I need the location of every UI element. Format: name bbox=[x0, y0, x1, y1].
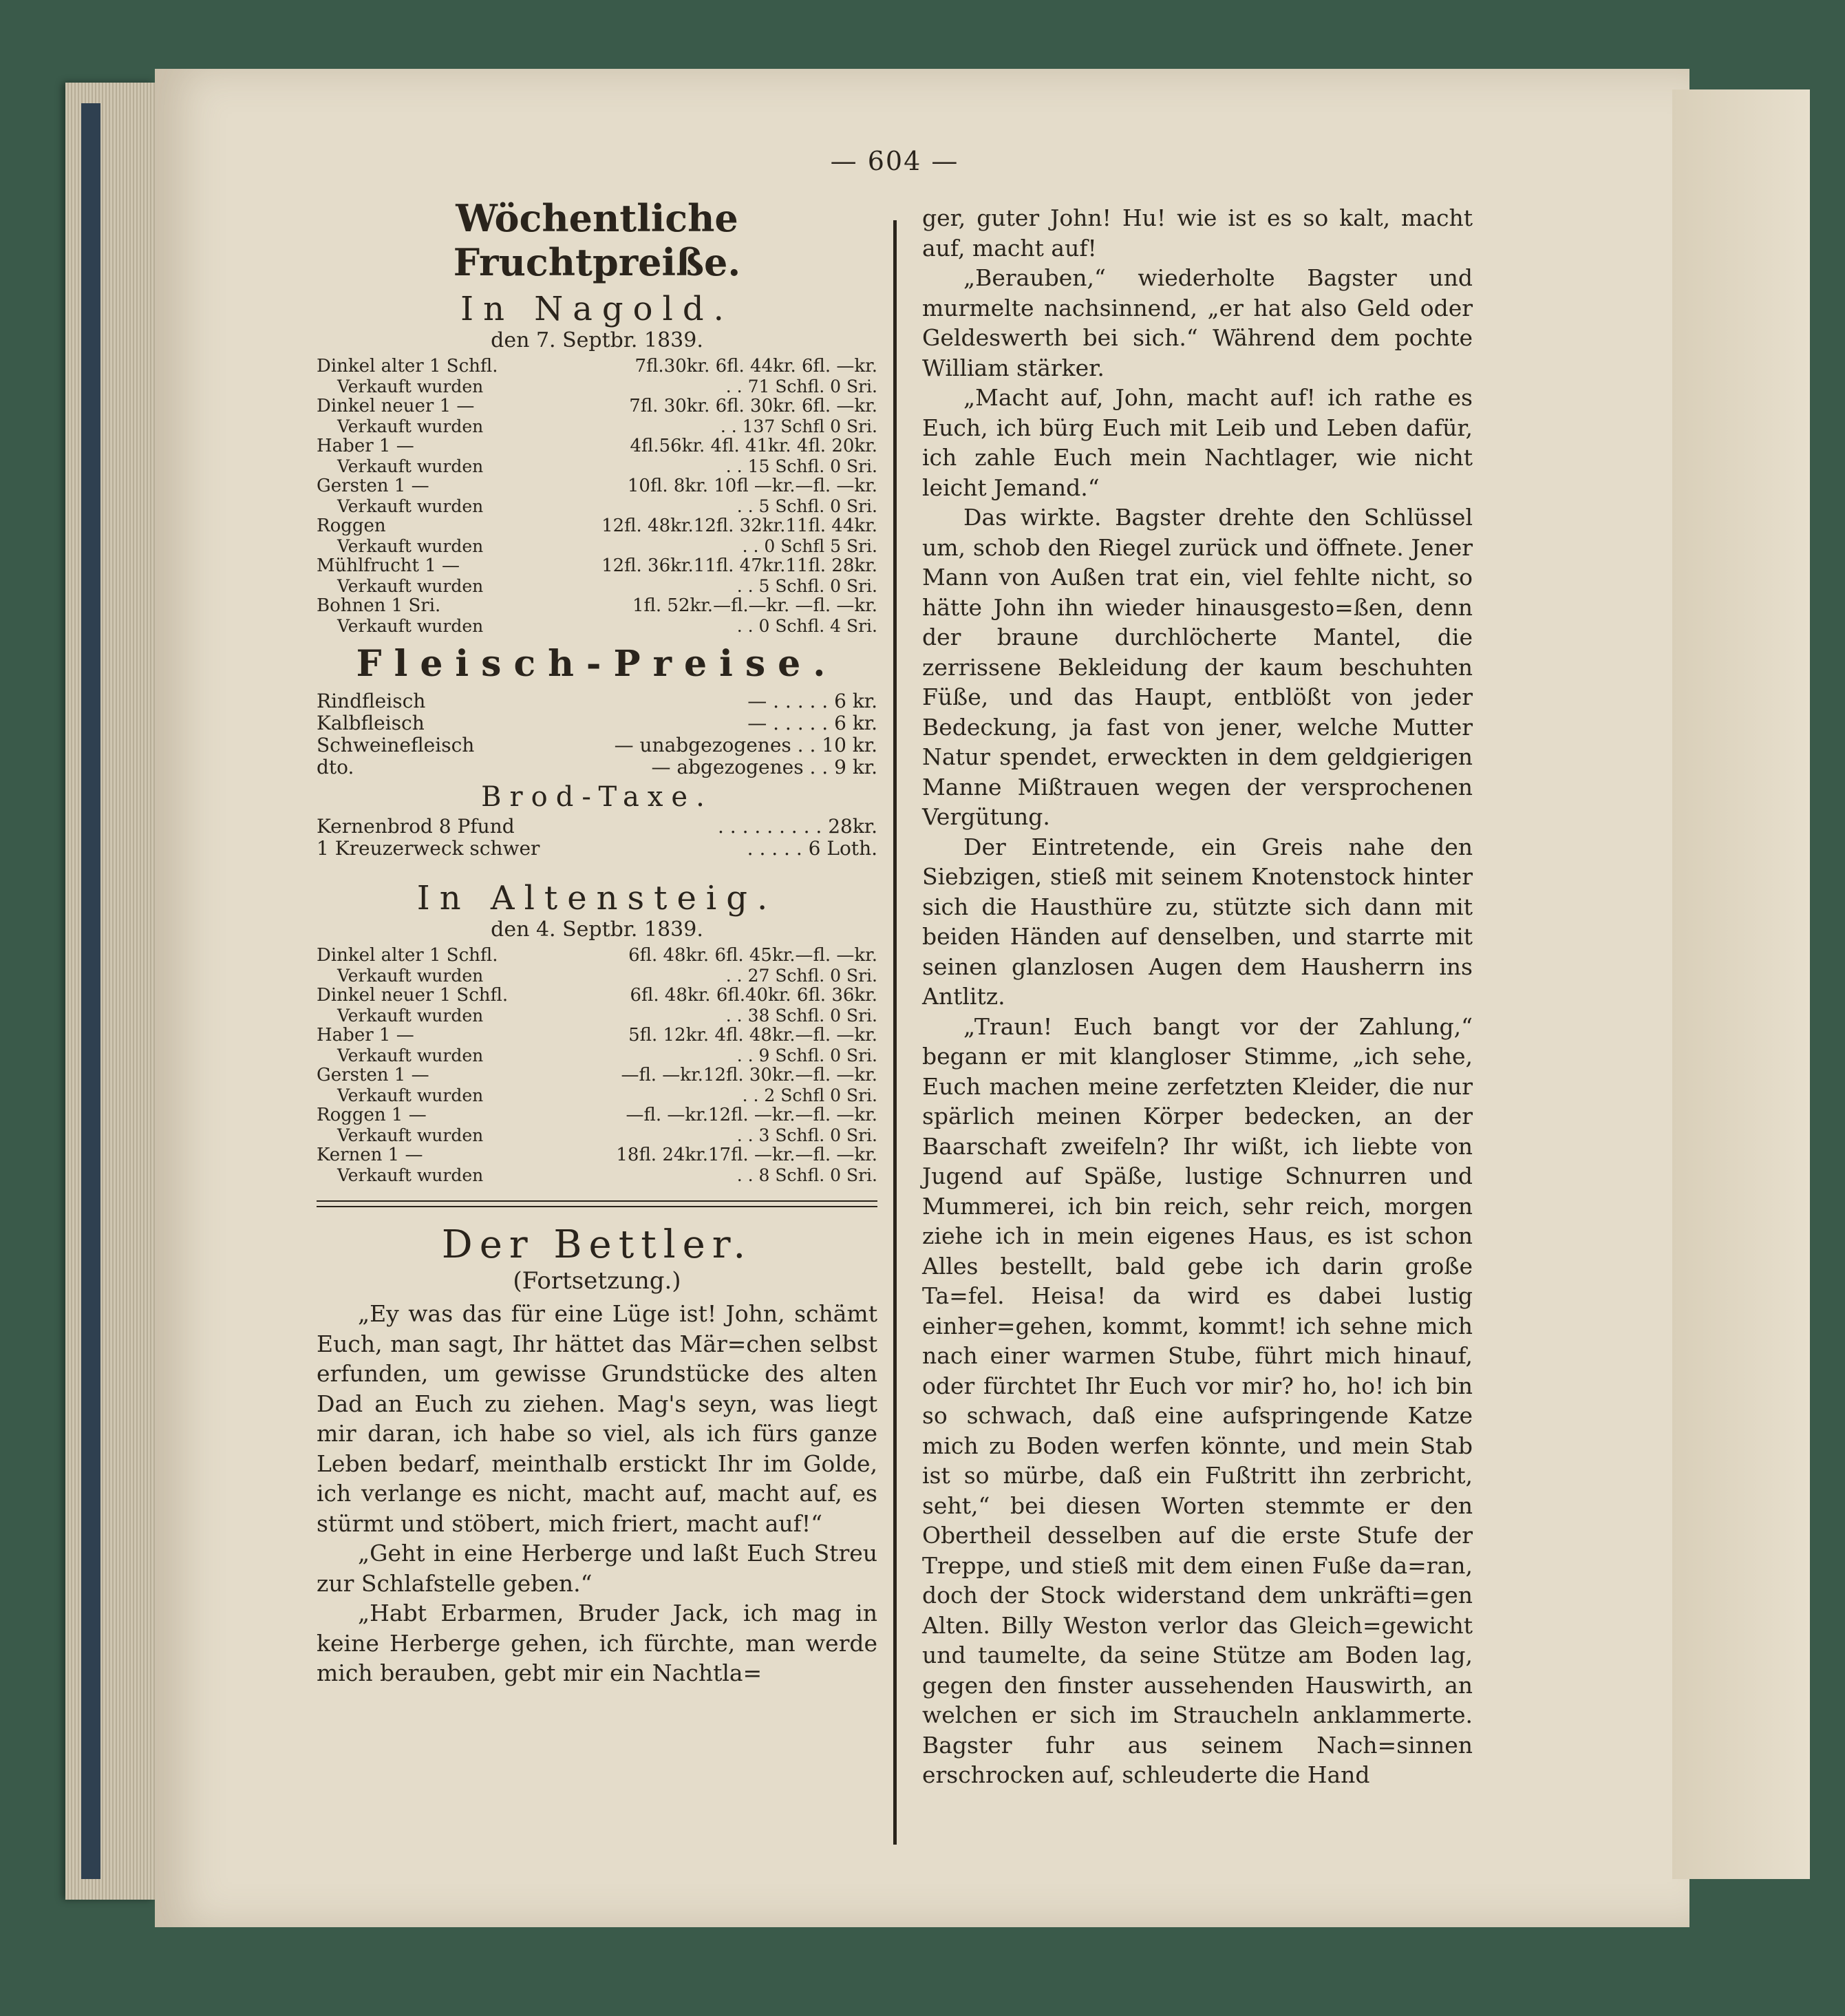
price-row bbox=[317, 946, 877, 966]
altensteig-date: den 4. Septbr. 1839. bbox=[491, 917, 703, 942]
price-row-label: Verkauft wurden bbox=[337, 1046, 484, 1065]
price-row-values: 5fl. 12kr. 4fl. 48kr.—fl. —kr. bbox=[628, 1025, 877, 1046]
story-paragraph: „Traun! Euch bangt vor der Zahlung,“ begann er mit klangloser Stimme, „ich sehe, Euch machen meine zerfetzten Kleider, die nur spärlich meinen Körper bedecken, an der Baarschaft zweifeln? Ihr wißt, ich liebte von Jugend auf Späße, lustige Schnurren und Mummerei, ich bin reich, sehr reich, morgen ziehe ich in mein eigenes Haus, es ist schon Alles bestellt, bald gebe ich darin große Ta=fel. Heisa! da wird es dabei lustig einher=gehen, kommt, kommt! ich sehne mich nach einer warmen Stube, führt mich hinauf, oder fürchtet Ihr Euch vor mir? ho, ho! ich bin so schwach, daß eine aufspringende Katze mich zu Boden werfen könnte, und mein Stab ist so mürbe, daß ein Fußtritt ihn zerbricht, seht,“ bei diesen Worten stemmte er den Obertheil desselben auf die erste Stufe der Treppe, und stieß mit dem einen Fuße da=ran, doch der Stock widerstand dem unkräfti=gen Alten. Billy Weston verlor das Gleich=gewicht und taumelte, da seine Stütze am Boden lag, gegen den finster aussehenden Hauswirth, an welchen er sich im Straucheln anklammerte. Bagster fuhr aus seinem Nach=sinnen erschrocken auf, schleuderte die Hand bbox=[922, 1012, 1473, 1788]
price-row-values: . . 0 Schfl 5 Sri. bbox=[742, 536, 877, 556]
story-paragraph: „Macht auf, John, macht auf! ich rathe es Euch, ich bürg Euch mit Leib und Leben dafür, ich zahle Euch mein Nachtlager, wie nicht leicht Jemand.“ bbox=[922, 384, 1473, 501]
story-paragraph: „Geht in eine Herberge und laßt Euch Streu zur Schlafstelle geben.“ bbox=[317, 1540, 877, 1597]
book-page-edges bbox=[65, 83, 155, 1900]
nagold-price-table bbox=[317, 357, 877, 636]
price-row bbox=[317, 1006, 877, 1026]
price-row-values: . . 9 Schfl. 0 Sri. bbox=[736, 1046, 877, 1065]
price-row bbox=[317, 1046, 877, 1065]
price-row-label: Verkauft wurden bbox=[337, 376, 484, 396]
altensteig-heading: In Altensteig. bbox=[416, 879, 778, 917]
market-title: Wöchentliche Fruchtpreiße. bbox=[453, 196, 741, 284]
price-row bbox=[317, 1165, 877, 1185]
price-row-values: — . . . . . 6 kr. bbox=[747, 690, 877, 712]
price-row-values: . . 2 Schfl 0 Sri. bbox=[742, 1085, 877, 1105]
price-row-label: Verkauft wurden bbox=[337, 1165, 484, 1185]
price-row bbox=[317, 436, 877, 456]
price-row bbox=[317, 596, 877, 616]
price-row-label: Mühlfrucht 1 — bbox=[317, 555, 460, 576]
price-row-values: . . 71 Schfl. 0 Sri. bbox=[725, 376, 877, 396]
story-paragraph: „Habt Erbarmen, Bruder Jack, ich mag in keine Herberge gehen, ich fürchte, man werde mich berauben, gebt mir ein Nachtla= bbox=[317, 1600, 877, 1686]
price-row bbox=[317, 1125, 877, 1145]
price-row-label: Kernen 1 — bbox=[317, 1145, 423, 1165]
meat-price-table bbox=[317, 690, 877, 778]
price-row bbox=[317, 396, 877, 416]
price-row-values: 6fl. 48kr. 6fl.40kr. 6fl. 36kr. bbox=[630, 985, 877, 1006]
price-row-values: . . 3 Schfl. 0 Sri. bbox=[736, 1125, 877, 1145]
price-row bbox=[317, 536, 877, 556]
page-number: — 604 — bbox=[830, 146, 959, 176]
price-row bbox=[317, 576, 877, 596]
price-row bbox=[317, 456, 877, 476]
price-row-values: —fl. —kr.12fl. —kr.—fl. —kr. bbox=[626, 1105, 877, 1125]
price-row-values: 18fl. 24kr.17fl. —kr.—fl. —kr. bbox=[616, 1145, 877, 1165]
price-row-label: Haber 1 — bbox=[317, 436, 414, 456]
story-paragraph: „Berauben,“ wiederholte Bagster und murmelte nachsinnend, „er hat also Geld oder Geldeswerth bei sich.“ Während dem pochte William stärker. bbox=[922, 264, 1473, 381]
price-row-values: 7fl. 30kr. 6fl. 30kr. 6fl. —kr. bbox=[629, 396, 877, 416]
price-row-label: Dinkel alter 1 Schfl. bbox=[317, 356, 498, 376]
price-row bbox=[317, 966, 877, 986]
price-row-values: 7fl.30kr. 6fl. 44kr. 6fl. —kr. bbox=[634, 356, 877, 376]
price-row-values: . . 27 Schfl. 0 Sri. bbox=[725, 966, 877, 986]
price-row bbox=[317, 476, 877, 496]
price-row-values: 6fl. 48kr. 6fl. 45kr.—fl. —kr. bbox=[628, 945, 877, 966]
price-row bbox=[317, 1085, 877, 1105]
price-row-values: — unabgezogenes . . 10 kr. bbox=[614, 734, 877, 756]
price-row-label: Verkauft wurden bbox=[337, 496, 484, 516]
story-paragraph: Der Eintretende, ein Greis nahe den Siebzigen, stieß mit seinem Knotenstock hinter sich die Hausthüre zu, stützte sich dann mit beiden Händen auf denselben, und starrte mit seinen glanzlosen Augen dem Hausherrn ins Antlitz. bbox=[922, 833, 1473, 1010]
price-row bbox=[317, 357, 877, 376]
price-row-values: . . 5 Schfl. 0 Sri. bbox=[736, 496, 877, 516]
price-row-values: . . 0 Schfl. 4 Sri. bbox=[736, 616, 877, 636]
price-row bbox=[317, 1145, 877, 1165]
price-row-label: Verkauft wurden bbox=[337, 1006, 484, 1026]
price-row bbox=[317, 1105, 877, 1125]
price-row-label: Verkauft wurden bbox=[337, 1085, 484, 1105]
price-row-values: 1fl. 52kr.—fl.—kr. —fl. —kr. bbox=[632, 595, 877, 616]
price-row bbox=[317, 1026, 877, 1046]
price-row-label: Verkauft wurden bbox=[337, 1125, 484, 1145]
price-row-label: Dinkel neuer 1 Schfl. bbox=[317, 985, 509, 1006]
price-row-values: 10fl. 8kr. 10fl —kr.—fl. —kr. bbox=[627, 476, 877, 496]
price-row-label: Gersten 1 — bbox=[317, 1065, 429, 1085]
book-spine bbox=[81, 103, 100, 1879]
altensteig-price-table bbox=[317, 946, 877, 1185]
price-row bbox=[317, 496, 877, 516]
story-subtitle: (Fortsetzung.) bbox=[513, 1267, 681, 1295]
nagold-heading: In Nagold. bbox=[460, 290, 734, 328]
price-row-values: . . 137 Schfl 0 Sri. bbox=[720, 416, 877, 436]
price-row-label: Verkauft wurden bbox=[337, 536, 484, 556]
price-row bbox=[317, 690, 877, 712]
price-row bbox=[317, 816, 877, 838]
price-row-label: dto. bbox=[317, 756, 354, 778]
story-title: Der Bettler. bbox=[441, 1222, 753, 1267]
price-row bbox=[317, 516, 877, 536]
price-row-values: . . . . . . . . . 28kr. bbox=[717, 815, 877, 838]
price-row-values: —fl. —kr.12fl. 30kr.—fl. —kr. bbox=[621, 1065, 877, 1085]
price-row bbox=[317, 416, 877, 436]
price-row-label: Verkauft wurden bbox=[337, 576, 484, 596]
price-row-values: — abgezogenes . . 9 kr. bbox=[651, 756, 877, 778]
price-row-label: Roggen bbox=[317, 516, 386, 536]
story-paragraph: ger, guter John! Hu! wie ist es so kalt, macht auf, macht auf! bbox=[922, 204, 1473, 262]
price-row-label: 1 Kreuzerweck schwer bbox=[317, 837, 540, 860]
price-row bbox=[317, 616, 877, 636]
price-row-values: . . 8 Schfl. 0 Sri. bbox=[736, 1165, 877, 1185]
price-row-label: Kernenbrod 8 Pfund bbox=[317, 815, 515, 838]
price-row-values: . . 38 Schfl. 0 Sri. bbox=[725, 1006, 877, 1026]
price-row-values: . . 15 Schfl. 0 Sri. bbox=[725, 456, 877, 476]
price-row bbox=[317, 986, 877, 1006]
price-row-values: . . . . . 6 Loth. bbox=[747, 837, 877, 860]
price-row-label: Schweinefleisch bbox=[317, 734, 475, 756]
price-row bbox=[317, 734, 877, 756]
bread-price-table bbox=[317, 816, 877, 860]
nagold-date: den 7. Septbr. 1839. bbox=[491, 328, 703, 352]
price-row-values: 12fl. 48kr.12fl. 32kr.11fl. 44kr. bbox=[601, 516, 877, 536]
price-row-label: Haber 1 — bbox=[317, 1025, 414, 1046]
price-row-label: Bohnen 1 Sri. bbox=[317, 595, 441, 616]
facing-page-edge bbox=[1672, 89, 1810, 1879]
price-row-values: — . . . . . 6 kr. bbox=[747, 712, 877, 734]
price-row-label: Verkauft wurden bbox=[337, 966, 484, 986]
right-column bbox=[922, 203, 1473, 1790]
column-divider bbox=[893, 220, 897, 1845]
price-row-values: . . 5 Schfl. 0 Sri. bbox=[736, 576, 877, 596]
price-row bbox=[317, 838, 877, 860]
price-row bbox=[317, 556, 877, 576]
price-row bbox=[317, 376, 877, 396]
price-row bbox=[317, 1065, 877, 1085]
price-row-label: Verkauft wurden bbox=[337, 456, 484, 476]
price-row-label: Dinkel alter 1 Schfl. bbox=[317, 945, 498, 966]
story-right-text bbox=[922, 203, 1473, 1790]
price-row-label: Verkauft wurden bbox=[337, 616, 484, 636]
section-divider bbox=[317, 1200, 877, 1207]
story-paragraph: „Ey was das für eine Lüge ist! John, schämt Euch, man sagt, Ihr hättet das Mär=chen selbst erfunden, um gewisse Grundstücke des alten Dad an Euch zu ziehen. Mag's seyn, was liegt mir daran, ich habe so viel, als ich fürs ganze Leben bedarf, meinthalb erstickt Ihr im Golde, ich verlange es nicht, macht auf, macht auf, es stürmt und stöbert, mich friert, macht auf!“ bbox=[317, 1300, 877, 1537]
left-column bbox=[317, 196, 877, 1688]
price-row-label: Kalbfleisch bbox=[317, 712, 425, 734]
price-row-label: Gersten 1 — bbox=[317, 476, 429, 496]
price-row-label: Rindfleisch bbox=[317, 690, 426, 712]
price-row-values: 4fl.56kr. 4fl. 41kr. 4fl. 20kr. bbox=[630, 436, 877, 456]
story-paragraph: Das wirkte. Bagster drehte den Schlüssel um, schob den Riegel zurück und öffnete. Jener Mann von Außen trat ein, viel fehlte nicht, so hätte John ihn wieder hinausgesto=ßen, denn der braune durchlöcherte Mantel, die zerrissene Bekleidung der kaum beschuhten Füße, und das Haupt, entblößt von jeder Bedeckung, ja fast von jener, welche Mutter Natur spendet, erweckten in dem geldgierigen Manne Mißtrauen wegen der versprochenen Vergütung. bbox=[922, 504, 1473, 830]
price-row bbox=[317, 712, 877, 734]
story-left-text bbox=[317, 1299, 877, 1688]
bread-heading: Brod-Taxe. bbox=[481, 781, 713, 813]
price-row-values: 12fl. 36kr.11fl. 47kr.11fl. 28kr. bbox=[601, 555, 877, 576]
price-row-label: Roggen 1 — bbox=[317, 1105, 427, 1125]
price-row bbox=[317, 756, 877, 778]
price-row-label: Dinkel neuer 1 — bbox=[317, 396, 475, 416]
price-row-label: Verkauft wurden bbox=[337, 416, 484, 436]
meat-heading: Fleisch-Preise. bbox=[356, 643, 838, 685]
